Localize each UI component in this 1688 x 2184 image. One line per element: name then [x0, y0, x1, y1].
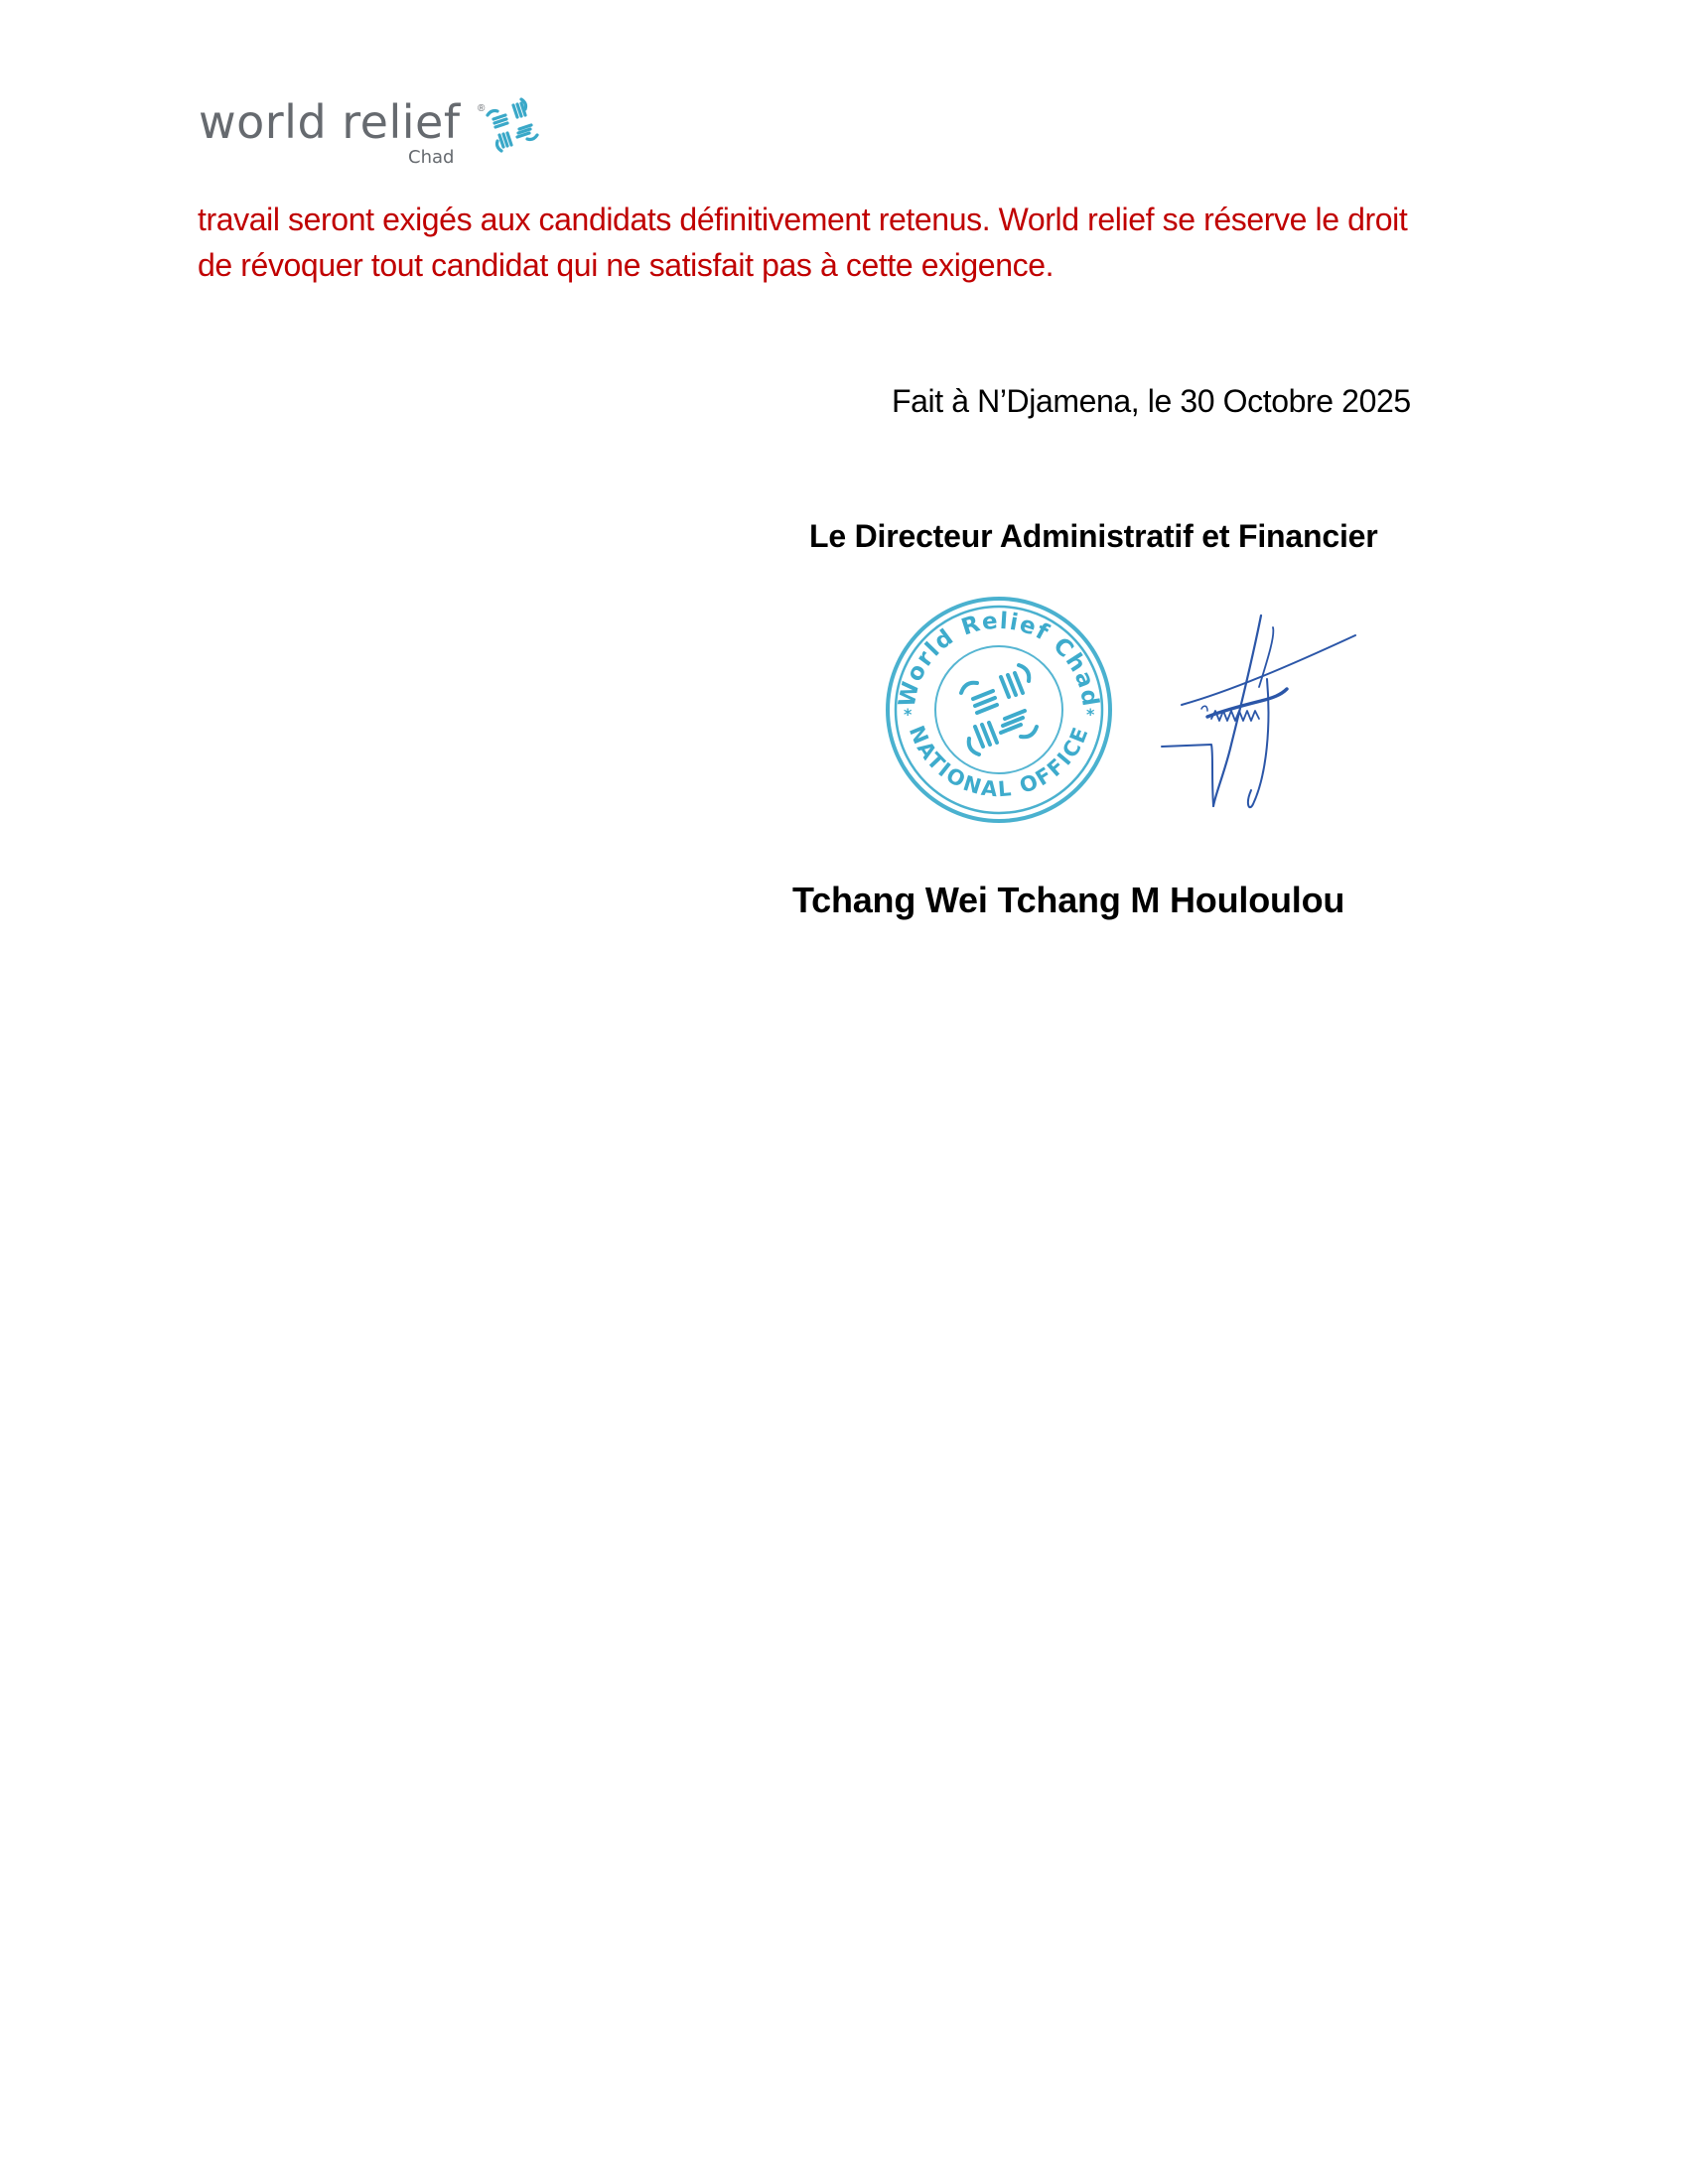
svg-text:*: * [1086, 705, 1095, 724]
logo-registered-mark: ® [478, 103, 486, 114]
body-paragraph [198, 197, 1528, 288]
body-line: travail seront exigés aux candidats définitivement retenus. World relief se réserve le droit [198, 202, 1408, 237]
signatory-title: Le Directeur Administratif et Financier [809, 518, 1378, 554]
stamp-top-text: World Relief Chad [894, 608, 1104, 710]
stamp-cross-icon [961, 665, 1037, 754]
official-stamp [870, 586, 1128, 834]
world-relief-cross-icon [482, 95, 543, 155]
body-line: de révoquer tout candidat qui ne satisfait pas à cette exigence. [198, 247, 1055, 283]
world-relief-logo [199, 91, 556, 171]
handwritten-signature [1142, 596, 1380, 854]
signatory-name: Tchang Wei Tchang M Houloulou [792, 880, 1345, 920]
svg-text:*: * [904, 705, 913, 724]
stamp-bottom-text: NATIONAL OFFICE [904, 722, 1094, 802]
place-date: Fait à N’Djamena, le 30 Octobre 2025 [892, 383, 1411, 419]
logo-subtitle: Chad [408, 147, 455, 168]
logo-wordmark: world relief [199, 95, 461, 149]
